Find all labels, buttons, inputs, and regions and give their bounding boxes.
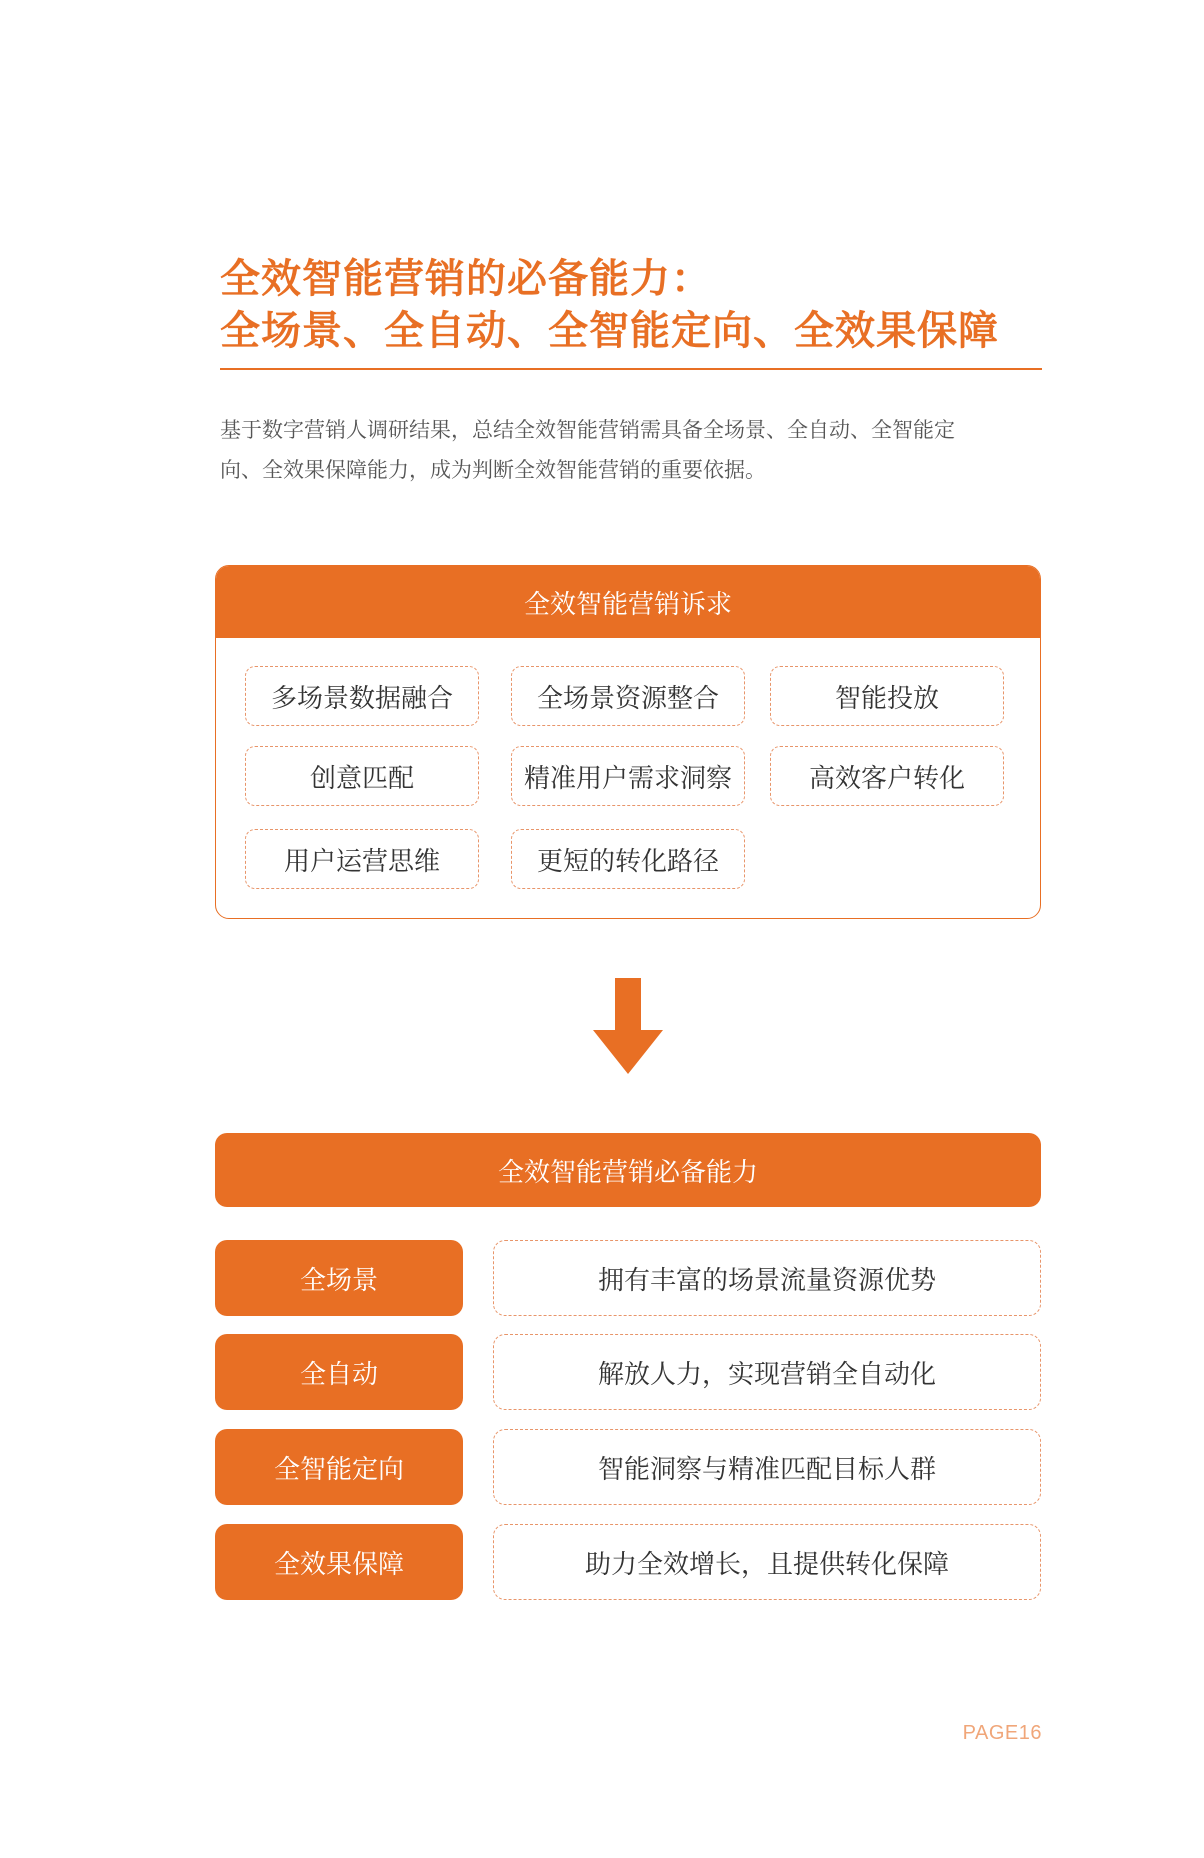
- capability-description: 解放人力，实现营销全自动化: [493, 1334, 1041, 1410]
- demand-item: 全场景资源整合: [511, 666, 745, 726]
- page-number: PAGE16: [962, 1722, 1042, 1744]
- demand-item: 精准用户需求洞察: [511, 746, 745, 806]
- capability-label: 全智能定向: [215, 1429, 463, 1505]
- capability-label: 全效果保障: [215, 1524, 463, 1600]
- down-arrow-icon: [593, 978, 663, 1074]
- capability-description: 助力全效增长，且提供转化保障: [493, 1524, 1041, 1600]
- demands-heading: 全效智能营销诉求: [216, 566, 1040, 638]
- demands-panel: [215, 565, 1041, 919]
- title-divider: [220, 368, 1042, 370]
- intro-line-1: 基于数字营销人调研结果，总结全效智能营销需具备全场景、全自动、全智能定: [220, 418, 955, 442]
- demand-item: 智能投放: [770, 666, 1004, 726]
- capability-label: 全自动: [215, 1334, 463, 1410]
- capability-description: 拥有丰富的场景流量资源优势: [493, 1240, 1041, 1316]
- title-line-1: 全效智能营销的必备能力：: [220, 256, 712, 302]
- demand-item: 更短的转化路径: [511, 829, 745, 889]
- capability-label: 全场景: [215, 1240, 463, 1316]
- title-line-2: 全场景、全自动、全智能定向、全效果保障: [220, 308, 999, 354]
- demand-item: 高效客户转化: [770, 746, 1004, 806]
- demand-item: 创意匹配: [245, 746, 479, 806]
- page-title: [220, 253, 1040, 357]
- capabilities-heading: 全效智能营销必备能力: [215, 1133, 1041, 1207]
- demand-item: 多场景数据融合: [245, 666, 479, 726]
- intro-paragraph: [220, 410, 1050, 490]
- capability-description: 智能洞察与精准匹配目标人群: [493, 1429, 1041, 1505]
- intro-line-2: 向、全效果保障能力，成为判断全效智能营销的重要依据。: [220, 458, 766, 482]
- demand-item: 用户运营思维: [245, 829, 479, 889]
